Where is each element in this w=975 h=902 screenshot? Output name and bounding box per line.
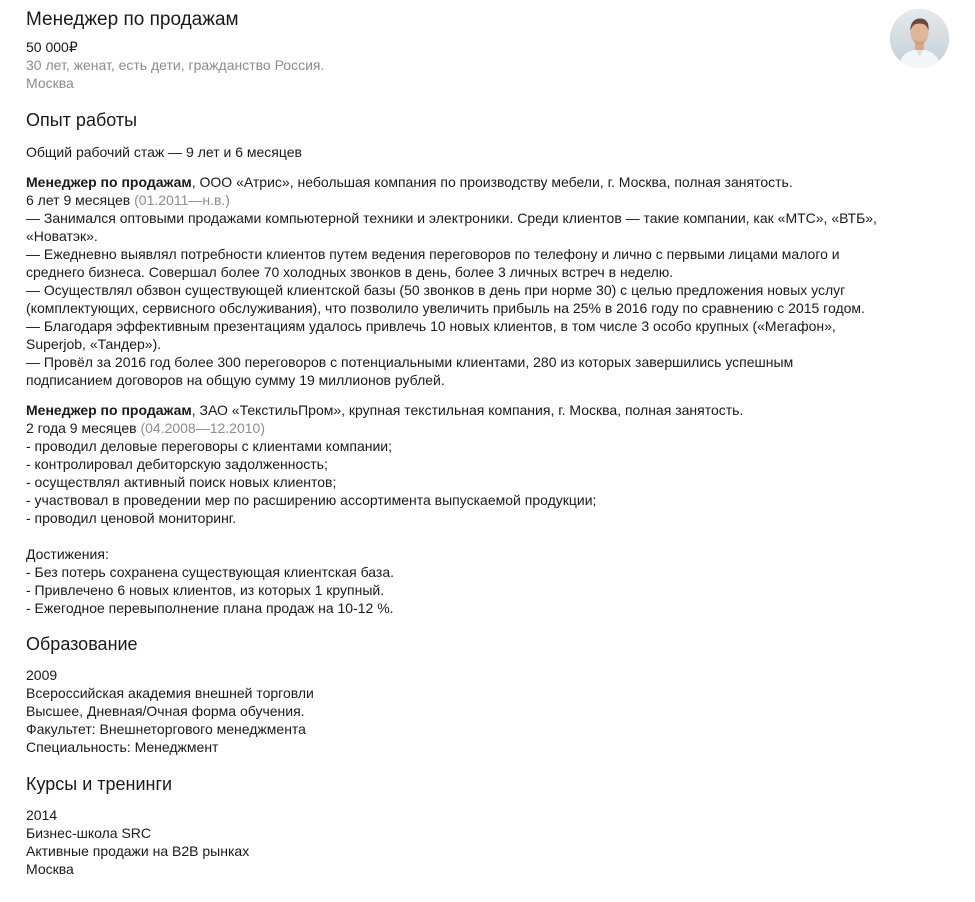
achievements-title: Достижения: bbox=[26, 546, 109, 562]
course-city: Москва bbox=[26, 861, 74, 877]
total-experience: Общий рабочий стаж — 9 лет и 6 месяцев bbox=[26, 144, 302, 160]
job-period: (04.2008—12.2010) bbox=[140, 420, 265, 436]
job-header bbox=[26, 173, 956, 191]
section-title-courses: Курсы и тренинги bbox=[26, 774, 173, 794]
job-line: — Занимался оптовыми продажами компьютерной техники и электроники. Среди клиентов — такие компании, как «МТС», «ВТБ», bbox=[26, 210, 877, 226]
education-institution: Всероссийская академия внешней торговли bbox=[26, 685, 314, 701]
resume bbox=[26, 8, 956, 878]
job-line: подписанием договоров на общую сумму 19 миллионов рублей. bbox=[26, 372, 445, 388]
achievement-line: - Привлечено 6 новых клиентов, из которых 1 крупный. bbox=[26, 582, 385, 598]
job-line: среднего бизнеса. Совершал более 70 холодных звонков в день, более 3 личных встреч в неделю. bbox=[26, 264, 674, 280]
job-line: - проводил ценовой мониторинг. bbox=[26, 510, 237, 526]
job-company: , ООО «Атрис», небольшая компания по производству мебели, г. Москва, полная занятость. bbox=[191, 174, 793, 190]
job-line: - осуществлял активный поиск новых клиентов; bbox=[26, 474, 337, 490]
job-line: — Осуществлял обзвон существующей клиентской базы (50 звонков в день при норме 30) с целью предложения новых услуг bbox=[26, 282, 846, 298]
job-duration-line bbox=[26, 419, 956, 437]
job-duration: 2 года 9 месяцев bbox=[26, 420, 137, 436]
job-duration-line bbox=[26, 191, 956, 209]
course-organization: Бизнес-школа SRC bbox=[26, 825, 152, 841]
course-year: 2014 bbox=[26, 807, 58, 823]
job-company: , ЗАО «ТекстильПром», крупная текстильная компания, г. Москва, полная занятость. bbox=[191, 402, 744, 418]
job-header bbox=[26, 401, 956, 419]
job-line: — Провёл за 2016 год более 300 переговоров с потенциальными клиентами, 280 из которых завершились успешным bbox=[26, 354, 794, 370]
job-period: (01.2011—н.в.) bbox=[134, 192, 230, 208]
job-line: - контролировал дебиторскую задолженность; bbox=[26, 456, 328, 472]
job-line: (комплектующих, сервисного обслуживания), что позволило увеличить прибыль на 25% в 2016 году по сравнению с 2015 годом. bbox=[26, 300, 865, 316]
job-line: - проводил деловые переговоры с клиентами компании; bbox=[26, 438, 392, 454]
job-duration: 6 лет 9 месяцев bbox=[26, 192, 131, 208]
salary: 50 000₽ bbox=[26, 39, 78, 55]
section-title-experience: Опыт работы bbox=[26, 110, 138, 130]
job-line: «Новатэк». bbox=[26, 228, 98, 244]
education-form: Высшее, Дневная/Очная форма обучения. bbox=[26, 703, 305, 719]
job-position: Менеджер по продажам bbox=[26, 402, 192, 418]
education-specialty: Специальность: Менеджмент bbox=[26, 739, 219, 755]
achievement-line: - Без потерь сохранена существующая клиентская база. bbox=[26, 564, 394, 580]
achievement-line: - Ежегодное перевыполнение плана продаж на 10-12 %. bbox=[26, 600, 394, 616]
resume-title: Менеджер по продажам bbox=[26, 9, 239, 30]
job-line: — Ежедневно выявлял потребности клиентов путем ведения переговоров по телефону и лично с первыми лицами малого и bbox=[26, 246, 840, 262]
personal-info: 30 лет, женат, есть дети, гражданство Россия. bbox=[26, 57, 325, 73]
job-position: Менеджер по продажам bbox=[26, 174, 192, 190]
course-entry bbox=[26, 806, 956, 878]
education-faculty: Факультет: Внешнеторгового менеджмента bbox=[26, 721, 306, 737]
job-entry bbox=[26, 401, 956, 617]
education-entry bbox=[26, 666, 956, 756]
education-year: 2009 bbox=[26, 667, 58, 683]
course-name: Активные продажи на B2B рынках bbox=[26, 843, 250, 859]
city: Москва bbox=[26, 75, 74, 91]
job-line: Superjob, «Тандер»). bbox=[26, 336, 162, 352]
job-line: — Благодаря эффективным презентациям удалось привлечь 10 новых клиентов, в том числе 3 особо крупных («Мегафон», bbox=[26, 318, 836, 334]
job-line: - участвовал в проведении мер по расширению ассортимента выпускаемой продукции; bbox=[26, 492, 597, 508]
section-title-education: Образование bbox=[26, 634, 138, 654]
job-entry bbox=[26, 173, 956, 389]
